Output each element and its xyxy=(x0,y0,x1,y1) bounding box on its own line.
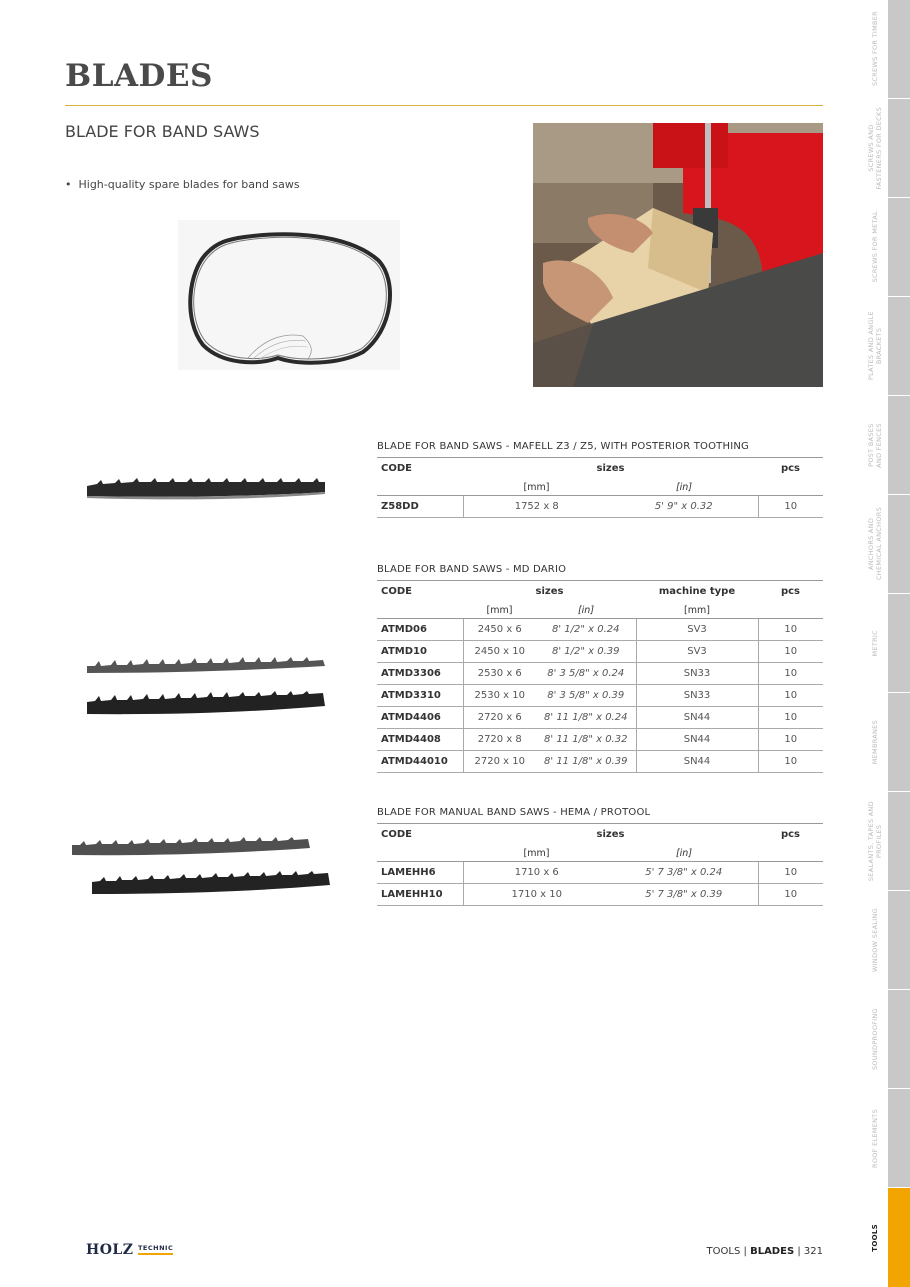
cell-pcs: 10 xyxy=(758,496,823,518)
cell-mm: 1710 x 6 xyxy=(463,862,610,884)
cell-machine: SV3 xyxy=(636,619,758,641)
table-row xyxy=(377,862,823,884)
table-row xyxy=(377,707,823,729)
unit-machine: [mm] xyxy=(636,602,758,619)
section-hema-protool xyxy=(377,807,823,906)
cell-machine: SN33 xyxy=(636,663,758,685)
cell-pcs: 10 xyxy=(758,751,823,773)
sidebar-tab-label: METRIC xyxy=(870,629,879,657)
column-header-sizes: sizes xyxy=(463,824,758,846)
sidebar-tab-window-sealing[interactable] xyxy=(861,891,910,989)
cell-pcs: 10 xyxy=(758,707,823,729)
unit-mm: [mm] xyxy=(463,479,610,496)
sidebar-tab-screws-for-timber[interactable] xyxy=(861,0,910,98)
cell-in: 8' 11 1/8" x 0.32 xyxy=(536,729,636,751)
cell-mm: 2720 x 10 xyxy=(463,751,536,773)
cell-in: 5' 9" x 0.32 xyxy=(610,496,758,518)
cell-code: LAMEHH10 xyxy=(377,884,463,906)
sidebar-tab-membranes[interactable] xyxy=(861,693,910,791)
band-saw-blade-loop-image xyxy=(178,220,400,370)
blade-strip-image xyxy=(85,690,330,718)
cell-code: ATMD44010 xyxy=(377,751,463,773)
band-saw-photo xyxy=(533,123,823,387)
feature-list xyxy=(65,178,300,191)
sidebar-tab-post-bases[interactable] xyxy=(861,396,910,494)
breadcrumb-current: BLADES xyxy=(750,1246,795,1257)
cell-mm: 2720 x 8 xyxy=(463,729,536,751)
blade-strip-image xyxy=(85,476,330,506)
unit-in: [in] xyxy=(536,602,636,619)
unit-in: [in] xyxy=(610,845,758,862)
cell-code: ATMD4408 xyxy=(377,729,463,751)
cell-mm: 2450 x 6 xyxy=(463,619,536,641)
cell-code: Z58DD xyxy=(377,496,463,518)
blade-strip-image xyxy=(90,870,335,898)
cell-pcs: 10 xyxy=(758,685,823,707)
column-header-pcs: pcs xyxy=(758,581,823,603)
sidebar-tab-plates-brackets[interactable] xyxy=(861,297,910,395)
column-header-pcs: pcs xyxy=(758,824,823,846)
table-row xyxy=(377,685,823,707)
page-title: BLADES xyxy=(65,58,213,94)
table-row xyxy=(377,729,823,751)
cell-pcs: 10 xyxy=(758,862,823,884)
cell-code: ATMD10 xyxy=(377,641,463,663)
column-header-pcs: pcs xyxy=(758,458,823,480)
table-row xyxy=(377,663,823,685)
cell-pcs: 10 xyxy=(758,729,823,751)
table-row xyxy=(377,751,823,773)
cell-mm: 2720 x 6 xyxy=(463,707,536,729)
column-header-code: CODE xyxy=(377,458,463,480)
sidebar-tab-anchors[interactable] xyxy=(861,495,910,593)
table-row xyxy=(377,619,823,641)
cell-machine: SN44 xyxy=(636,707,758,729)
cell-in: 8' 11 1/8" x 0.24 xyxy=(536,707,636,729)
section-title: BLADE FOR BAND SAWS - MD DARIO xyxy=(377,564,567,575)
cell-code: ATMD06 xyxy=(377,619,463,641)
table-row xyxy=(377,641,823,663)
sidebar-tab-soundproofing[interactable] xyxy=(861,990,910,1088)
breadcrumb-separator: | xyxy=(743,1246,747,1257)
cell-mm: 2530 x 10 xyxy=(463,685,536,707)
column-header-code: CODE xyxy=(377,824,463,846)
cell-pcs: 10 xyxy=(758,641,823,663)
cell-pcs: 10 xyxy=(758,619,823,641)
section-title: BLADE FOR MANUAL BAND SAWS - HEMA / PROTOOL xyxy=(377,807,651,818)
spec-table xyxy=(377,823,823,906)
title-divider xyxy=(65,105,823,106)
column-header-sizes: sizes xyxy=(463,581,636,603)
breadcrumb-section[interactable]: TOOLS xyxy=(706,1246,741,1257)
cell-in: 5' 7 3/8" x 0.39 xyxy=(610,884,758,906)
cell-in: 8' 3 5/8" x 0.24 xyxy=(536,663,636,685)
sidebar-tab-roof-elements[interactable] xyxy=(861,1089,910,1187)
cell-in: 8' 3 5/8" x 0.39 xyxy=(536,685,636,707)
cell-machine: SV3 xyxy=(636,641,758,663)
cell-in: 8' 1/2" x 0.39 xyxy=(536,641,636,663)
cell-code: ATMD3310 xyxy=(377,685,463,707)
sidebar-tab-label: SEALANTS, TAPES AND PROFILES xyxy=(866,800,883,882)
cell-code: LAMEHH6 xyxy=(377,862,463,884)
section-title: BLADE FOR BAND SAWS - MAFELL Z3 / Z5, WITH POSTERIOR TOOTHING xyxy=(377,441,749,452)
sidebar-tab-label: ANCHORS AND CHEMICAL ANCHORS xyxy=(866,507,883,581)
sidebar-tab-label: SCREWS AND FASTENERS FOR DECKS xyxy=(866,106,883,190)
cell-mm: 1752 x 8 xyxy=(463,496,610,518)
page-number: 321 xyxy=(803,1246,823,1257)
cell-pcs: 10 xyxy=(758,663,823,685)
category-sidebar xyxy=(861,0,910,1287)
sidebar-tab-screws-for-decks[interactable] xyxy=(861,99,910,197)
section-md-dario xyxy=(377,564,823,773)
table-row xyxy=(377,496,823,518)
sidebar-tab-label: SCREWS FOR METAL xyxy=(870,211,879,283)
column-header-machine: machine type xyxy=(636,581,758,603)
cell-in: 5' 7 3/8" x 0.24 xyxy=(610,862,758,884)
sidebar-tab-label: TOOLS xyxy=(870,1223,879,1252)
unit-mm: [mm] xyxy=(463,602,536,619)
cell-machine: SN44 xyxy=(636,751,758,773)
cell-code: ATMD4406 xyxy=(377,707,463,729)
sidebar-tab-label: ROOF ELEMENTS xyxy=(870,1108,879,1168)
sidebar-tab-label: MEMBRANES xyxy=(870,719,879,765)
section-subtitle: BLADE FOR BAND SAWS xyxy=(65,122,260,141)
sidebar-tab-metric[interactable] xyxy=(861,594,910,692)
footer-breadcrumb xyxy=(707,1246,823,1257)
sidebar-tab-label: SOUNDPROOFING xyxy=(870,1008,879,1070)
column-header-code: CODE xyxy=(377,581,463,603)
sidebar-tab-label: POST BASES AND FENCES xyxy=(866,422,883,468)
blade-strip-image xyxy=(85,656,330,678)
breadcrumb-separator: | xyxy=(797,1246,801,1257)
logo-sub-text: TECHNIC xyxy=(138,1244,173,1255)
holz-technic-logo xyxy=(86,1242,174,1258)
table-row xyxy=(377,884,823,906)
spec-table xyxy=(377,580,823,773)
sidebar-tab-label: PLATES AND ANGLE BRACKETS xyxy=(866,311,883,381)
unit-mm: [mm] xyxy=(463,845,610,862)
cell-mm: 2450 x 10 xyxy=(463,641,536,663)
blade-strip-image xyxy=(70,836,315,858)
logo-main-text: HOLZ xyxy=(86,1242,134,1258)
cell-in: 8' 11 1/8" x 0.39 xyxy=(536,751,636,773)
sidebar-tab-label: SCREWS FOR TIMBER xyxy=(870,11,879,87)
cell-code: ATMD3306 xyxy=(377,663,463,685)
sidebar-tab-screws-for-metal[interactable] xyxy=(861,198,910,296)
cell-in: 8' 1/2" x 0.24 xyxy=(536,619,636,641)
cell-mm: 1710 x 10 xyxy=(463,884,610,906)
unit-in: [in] xyxy=(610,479,758,496)
column-header-sizes: sizes xyxy=(463,458,758,480)
sidebar-tab-label: WINDOW SEALING xyxy=(870,907,879,973)
feature-item: • High-quality spare blades for band saws xyxy=(65,178,300,191)
cell-machine: SN33 xyxy=(636,685,758,707)
section-mafell xyxy=(377,441,823,518)
sidebar-tab-tools[interactable] xyxy=(861,1188,910,1287)
spec-table xyxy=(377,457,823,518)
cell-machine: SN44 xyxy=(636,729,758,751)
sidebar-tab-sealants[interactable] xyxy=(861,792,910,890)
cell-pcs: 10 xyxy=(758,884,823,906)
cell-mm: 2530 x 6 xyxy=(463,663,536,685)
